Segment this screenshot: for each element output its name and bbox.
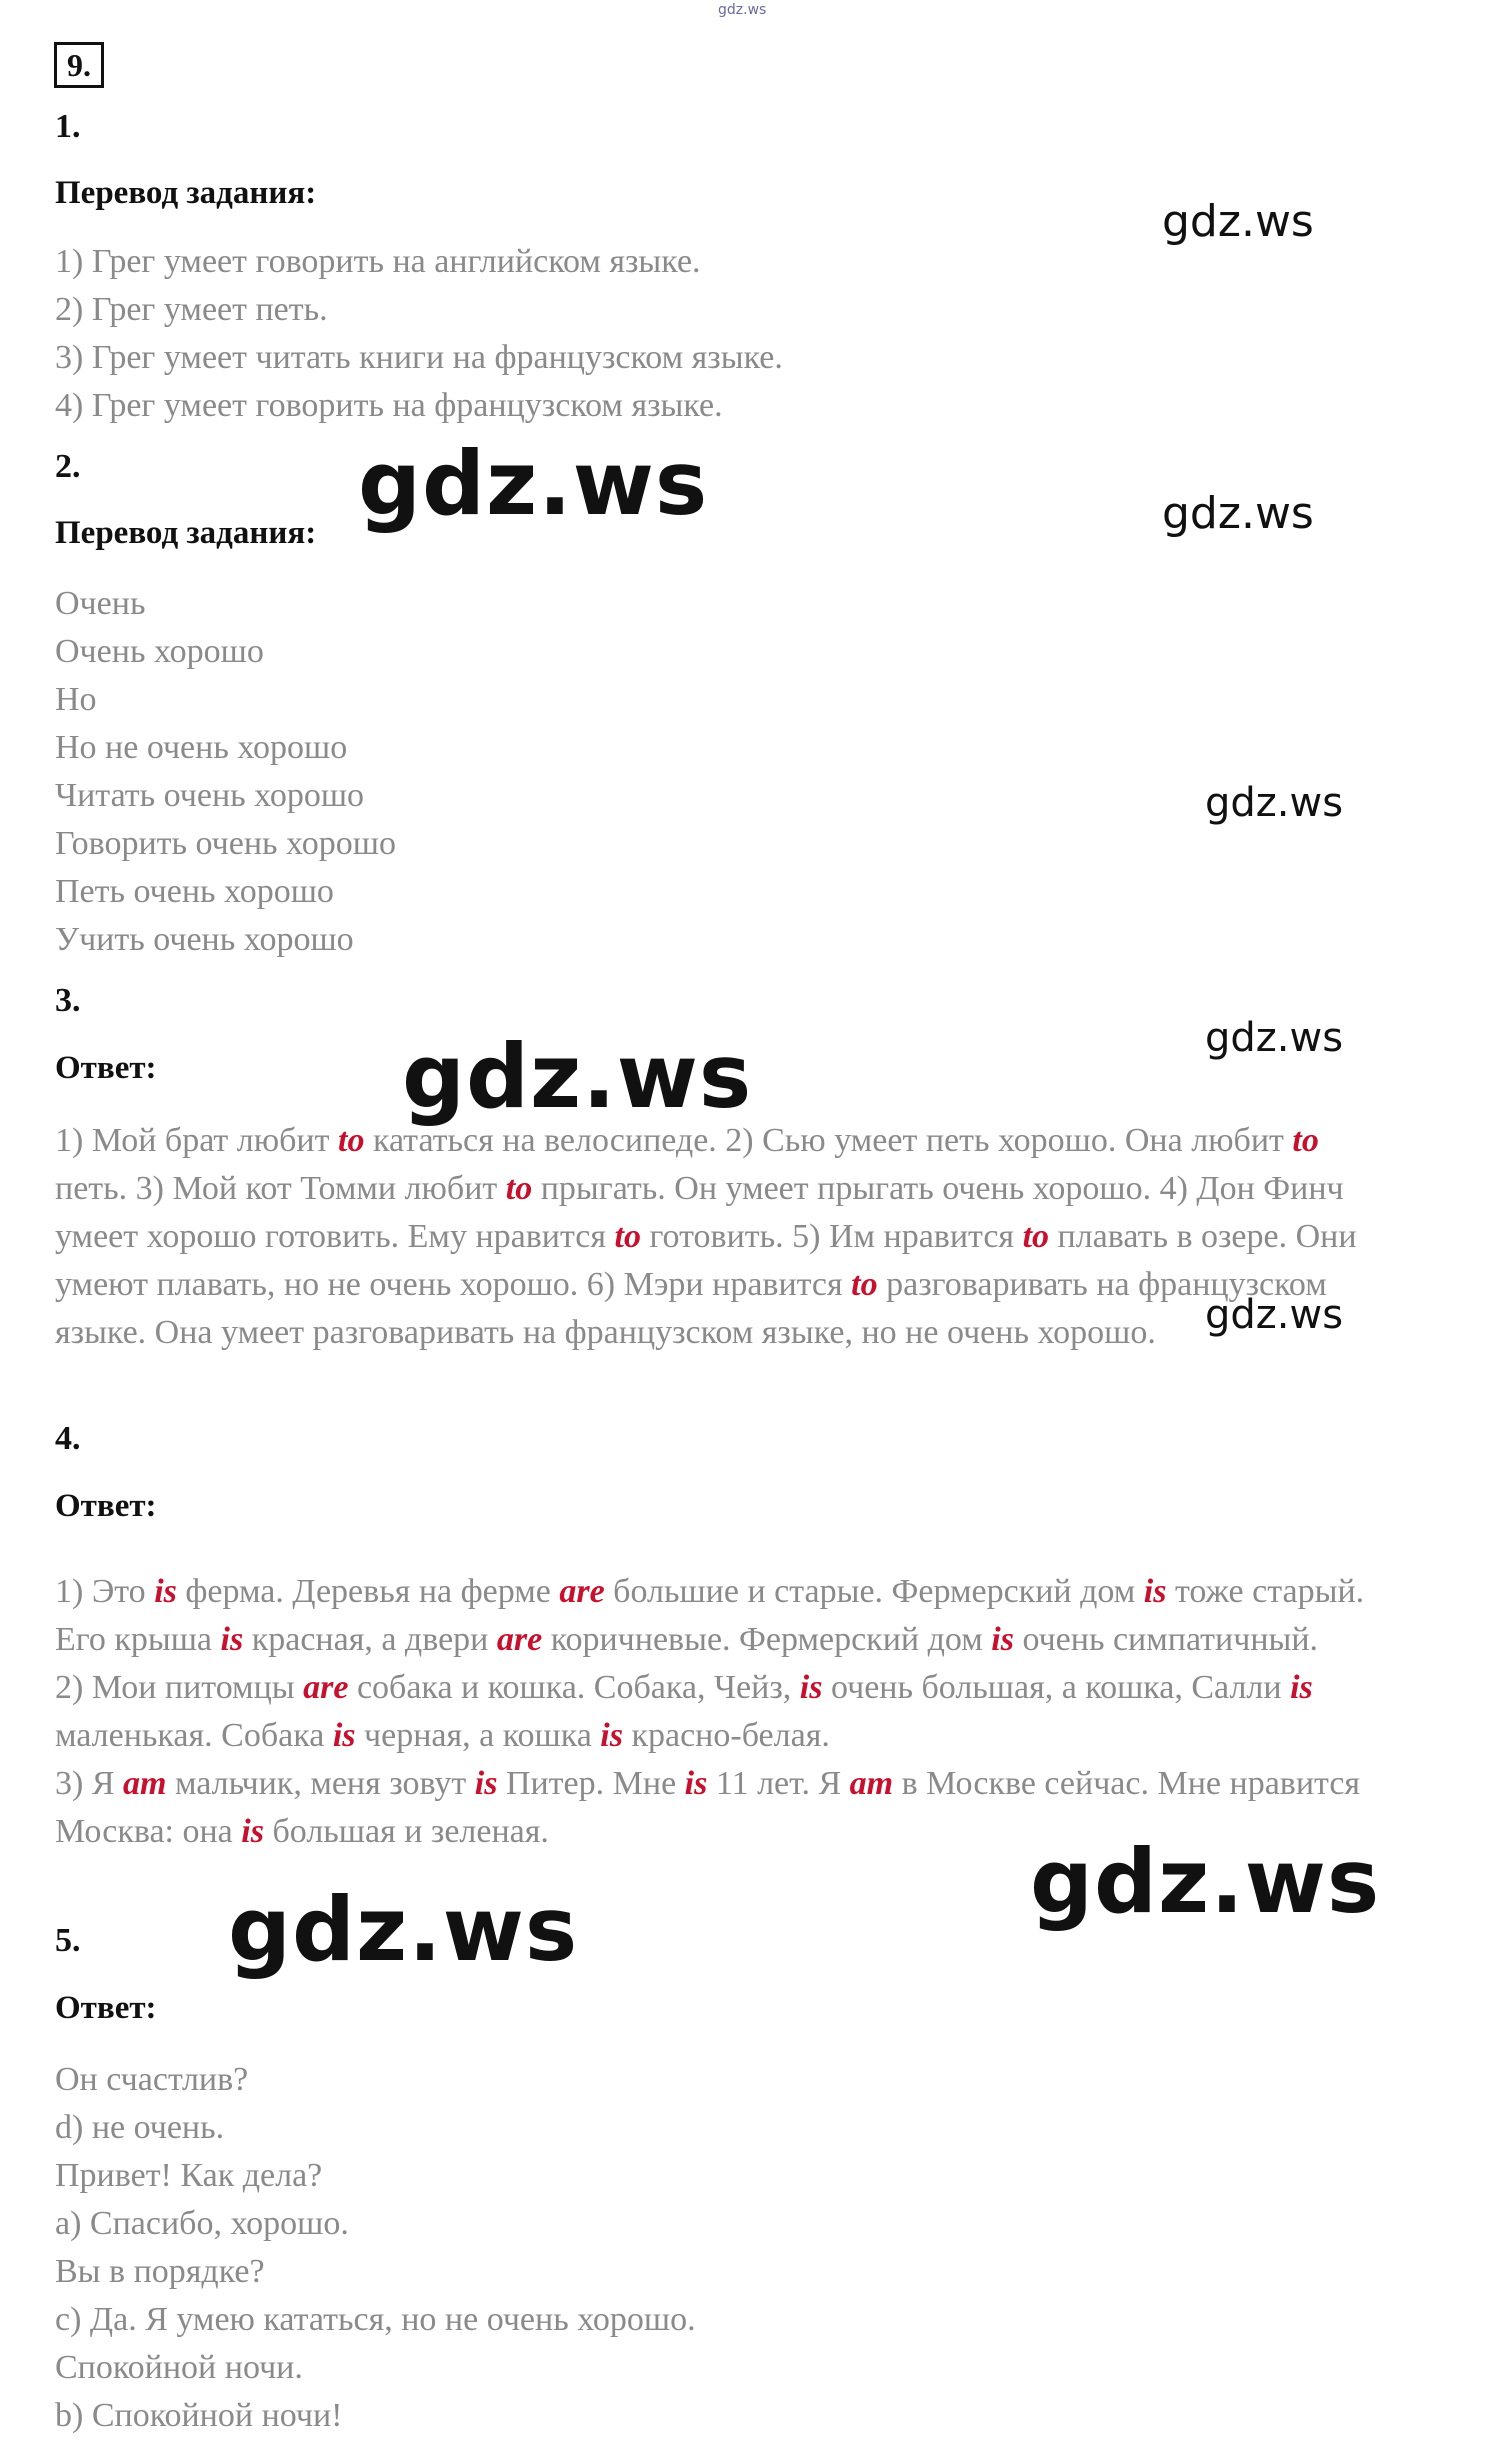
keyword: is xyxy=(600,1717,623,1754)
answer-text: прыгать. Он умеет прыгать очень хорошо. 4) Дон Финч умеет хорошо готовить. Ему нравится xyxy=(55,1170,1344,1255)
watermark: gdz.ws xyxy=(1205,780,1344,826)
keyword: is xyxy=(1143,1573,1167,1610)
answer-text: коричневые. Фермерский дом xyxy=(542,1621,992,1658)
answer-text: большие и старые. Фермерский дом xyxy=(604,1573,1144,1610)
answer-text: 1) Мой брат любит xyxy=(55,1122,338,1159)
keyword: are xyxy=(559,1573,605,1610)
section-2-heading: Перевод задания: xyxy=(55,515,317,551)
answer-text: очень симпатичный. xyxy=(1013,1621,1319,1658)
section-1-heading: Перевод задания: xyxy=(55,175,317,211)
answer-text: черная, а кошка xyxy=(355,1717,601,1754)
list-item: Читать очень хорошо xyxy=(55,777,365,814)
list-item: 1) Грег умеет говорить на английском языке. xyxy=(55,243,701,280)
section-3-heading: Ответ: xyxy=(55,1050,157,1086)
keyword: to xyxy=(1022,1218,1050,1255)
watermark: gdz.ws xyxy=(1030,1830,1381,1933)
answer-text: красно-белая. xyxy=(622,1717,830,1754)
watermark: gdz.ws xyxy=(1162,196,1314,247)
section-3-answer xyxy=(55,1117,1365,1357)
section-4-heading: Ответ: xyxy=(55,1488,157,1524)
list-item: c) Да. Я умею кататься, но не очень хорошо. xyxy=(55,2301,696,2338)
section-3-number: 3. xyxy=(55,982,81,1019)
section-4-number: 4. xyxy=(55,1420,81,1457)
section-1-number: 1. xyxy=(55,108,81,145)
list-item: Очень хорошо xyxy=(55,633,264,670)
watermark: gdz.ws xyxy=(1205,1015,1344,1061)
keyword: is xyxy=(474,1765,498,1802)
answer-paragraph-1 xyxy=(55,1568,1365,1664)
answer-text: плавать в озере. Они умеют плавать, но не очень хорошо. 6) Мэри нравится xyxy=(55,1218,1357,1303)
keyword: is xyxy=(1290,1669,1313,1706)
list-item: 3) Грег умеет читать книги на французском языке. xyxy=(55,339,783,376)
watermark-top: gdz.ws xyxy=(718,2,767,18)
section-2-number: 2. xyxy=(55,448,81,485)
answer-text: 3) Я xyxy=(55,1765,123,1802)
list-item: Говорить очень хорошо xyxy=(55,825,396,862)
answer-text: мальчик, меня зовут xyxy=(166,1765,475,1802)
watermark: gdz.ws xyxy=(402,1025,753,1128)
keyword: is xyxy=(220,1621,244,1658)
keyword: is xyxy=(154,1573,177,1610)
answer-text: кататься на велосипеде. 2) Сью умеет петь хорошо. Она любит xyxy=(364,1122,1293,1159)
list-item: b) Спокойной ночи! xyxy=(55,2397,343,2434)
keyword: to xyxy=(851,1266,878,1303)
keyword: is xyxy=(241,1813,264,1850)
answer-text: тоже старый. Его крыша xyxy=(55,1573,1365,1658)
watermark: gdz.ws xyxy=(228,1878,579,1981)
keyword: is xyxy=(332,1717,356,1754)
section-5-number: 5. xyxy=(55,1922,81,1959)
keyword: am xyxy=(123,1765,167,1802)
task-number: 9. xyxy=(54,42,104,88)
list-item: Привет! Как дела? xyxy=(55,2157,323,2194)
list-item: 2) Грег умеет петь. xyxy=(55,291,328,328)
keyword: are xyxy=(303,1669,349,1706)
answer-text: 2) Мои питомцы xyxy=(55,1669,304,1706)
keyword: to xyxy=(614,1218,641,1255)
answer-text: 1) Это xyxy=(55,1573,155,1610)
watermark: gdz.ws xyxy=(1205,1292,1344,1338)
answer-paragraph-2 xyxy=(55,1664,1365,1760)
list-item: Петь очень хорошо xyxy=(55,873,334,910)
list-item: Учить очень хорошо xyxy=(55,921,354,958)
keyword: are xyxy=(496,1621,543,1658)
list-item: Спокойной ночи. xyxy=(55,2349,303,2386)
answer-text: готовить. 5) Им нравится xyxy=(640,1218,1023,1255)
answer-text: маленькая. Собака xyxy=(55,1717,333,1754)
section-4-answer xyxy=(55,1568,1365,1856)
list-item: 4) Грег умеет говорить на французском языке. xyxy=(55,387,723,424)
answer-text: разговаривать на французском языке. Она умеет разговаривать на французском языке, но не очень хорошо. xyxy=(55,1266,1327,1351)
section-5-lines xyxy=(55,2056,696,2440)
keyword: is xyxy=(799,1669,823,1706)
keyword: is xyxy=(684,1765,708,1802)
list-item: Очень xyxy=(55,585,146,622)
watermark: gdz.ws xyxy=(1162,488,1314,539)
keyword: is xyxy=(991,1621,1014,1658)
list-item: a) Спасибо, хорошо. xyxy=(55,2205,349,2242)
keyword: to xyxy=(1292,1122,1319,1159)
answer-text: ферма. Деревья на ферме xyxy=(176,1573,560,1610)
watermark: gdz.ws xyxy=(358,432,709,535)
answer-text: петь. 3) Мой кот Томми любит xyxy=(55,1170,506,1207)
answer-text: собака и кошка. Собака, Чейз, xyxy=(348,1669,800,1706)
keyword: to xyxy=(505,1170,533,1207)
keyword: to xyxy=(338,1122,365,1159)
answer-text: 11 лет. Я xyxy=(707,1765,850,1802)
keyword: am xyxy=(849,1765,894,1802)
list-item: Но не очень хорошо xyxy=(55,729,348,766)
answer-text: в Москве сейчас. Мне нравится Москва: она xyxy=(55,1765,1361,1850)
answer-text: большая и зеленая. xyxy=(263,1813,549,1850)
list-item: Но xyxy=(55,681,97,718)
answer-text: Питер. Мне xyxy=(497,1765,685,1802)
list-item: Он счастлив? xyxy=(55,2061,249,2098)
section-1-lines xyxy=(55,238,783,430)
list-item: d) не очень. xyxy=(55,2109,225,2146)
answer-text: красная, а двери xyxy=(243,1621,497,1658)
list-item: Вы в порядке? xyxy=(55,2253,265,2290)
answer-text: очень большая, а кошка, Салли xyxy=(822,1669,1291,1706)
section-5-heading: Ответ: xyxy=(55,1990,157,2026)
section-2-lines xyxy=(55,580,396,964)
